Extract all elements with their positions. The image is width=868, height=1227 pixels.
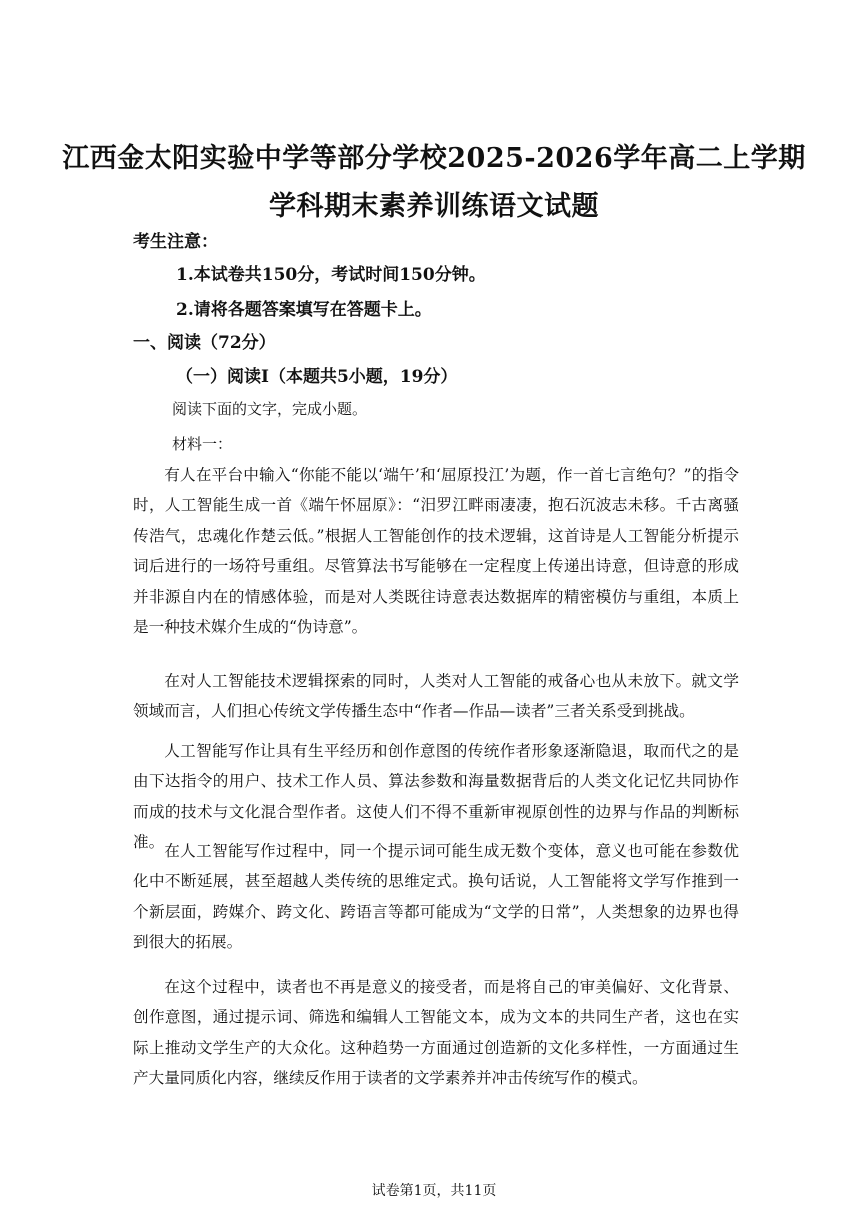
notice-heading: 考生注意：: [133, 232, 218, 252]
paragraph-1: 有人在平台中输入“你能不能以‘端午’和‘屈原投江’为题，作一首七言绝句？”的指令时，人工智能生成一首《端午怀屈原》：“汨罗江畔雨凄凄，抱石沉波志未移。千古离骚传浩气，忠魂化作楚云低。”根据人工智能创作的技术逻辑，这首诗是人工智能分析提示词后进行的一场符号重组。尽管算法书写能够在一定程度上传递出诗意，但诗意的形成并非源自内在的情感体验，而是对人类既往诗意表达数据库的精密模仿与重组，本质上是一种技术媒介生成的“伪诗意”。: [133, 466, 739, 637]
section-heading: 一、阅读（72分）: [133, 333, 276, 353]
paragraph-5: 在这个过程中，读者也不再是意义的接受者，而是将自己的审美偏好、文化背景、创作意图，通过提示词、筛选和编辑人工智能文本，成为文本的共同生产者，这也在实际上推动文学生产的大众化。这种趋势一方面通过创造新的文化多样性，一方面通过生产大量同质化内容，继续反作用于读者的文学素养并冲击传统写作的模式。: [133, 978, 739, 1088]
notice-item-1: 1.本试卷共150分，考试时间150分钟。: [176, 265, 486, 285]
exam-title-line-1: 江西金太阳实验中学等部分学校2025-2026学年高二上学期: [62, 143, 806, 174]
paragraph-4: 在人工智能写作过程中，同一个提示词可能生成无数个变体，意义也可能在参数优化中不断延展，甚至超越人类传统的思维定式。换句话说，人工智能将文学写作推到一个新层面，跨媒介、跨文化、跨语言等都可能成为“文学的日常”，人类想象的边界也得到很大的拓展。: [133, 842, 739, 952]
exam-title-line-2: 学科期末素养训练语文试题: [269, 191, 599, 222]
section-subheading: （一）阅读I（本题共5小题，19分）: [176, 367, 458, 387]
reading-instruction: 阅读下面的文字，完成小题。: [172, 400, 368, 418]
material-label: 材料一：: [172, 435, 233, 453]
page-footer: 试卷第1页，共11页: [371, 1183, 497, 1199]
paragraph-3: 人工智能写作让具有生平经历和创作意图的传统作者形象逐渐隐退，取而代之的是由下达指令的用户、技术工作人员、算法参数和海量数据背后的人类文化记忆共同协作而成的技术与文化混合型作者。这使人们不得不重新审视原创性的边界与作品的判断标准。: [133, 742, 739, 852]
notice-item-2: 2.请将各题答案填写在答题卡上。: [176, 300, 432, 320]
paragraph-2: 在对人工智能技术逻辑探索的同时，人类对人工智能的戒备心也从未放下。就文学领域而言，人们担心传统文学传播生态中“作者—作品—读者”三者关系受到挑战。: [133, 672, 739, 721]
